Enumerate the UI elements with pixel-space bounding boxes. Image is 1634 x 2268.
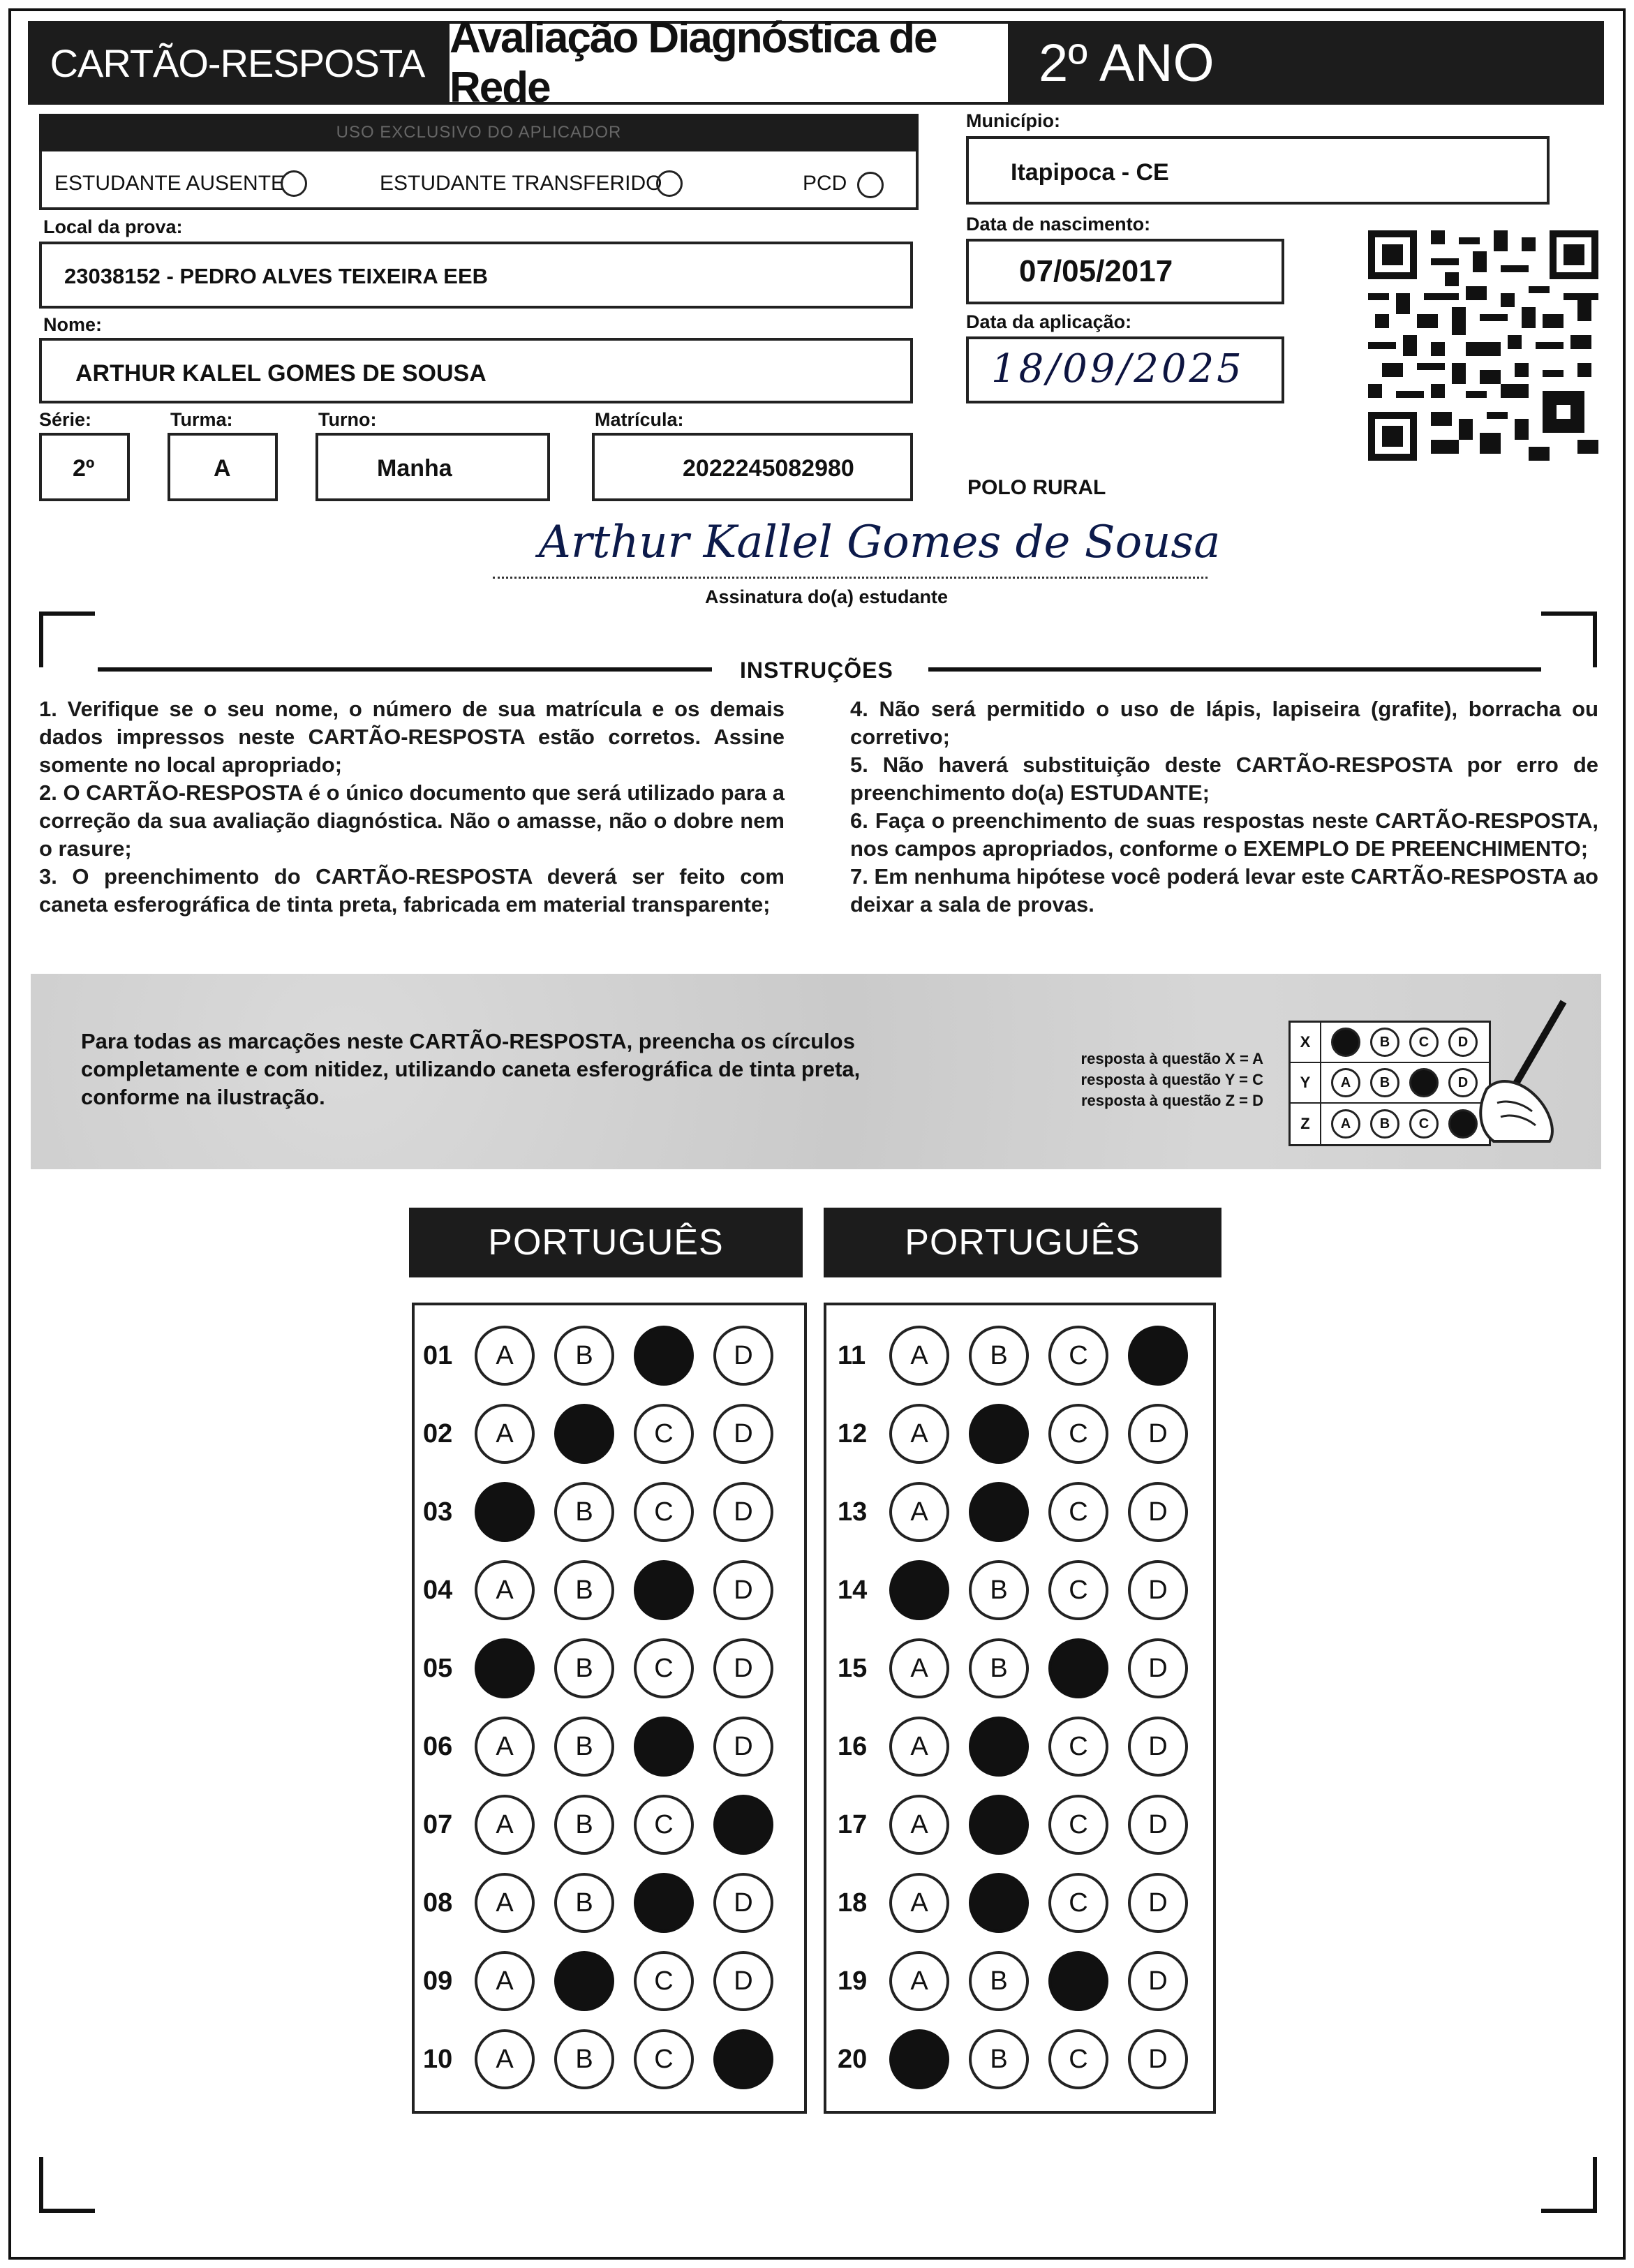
example-bubble-d: D	[1448, 1068, 1478, 1097]
instructions-col-right	[850, 695, 1598, 919]
answer-bubble-c[interactable]: C	[1048, 1326, 1108, 1386]
answer-bubble-b[interactable]: B	[554, 1873, 614, 1933]
answer-bubble-a[interactable]: A	[889, 1795, 949, 1855]
turma-label: Turma:	[170, 409, 233, 430]
answer-bubble-d[interactable]: D	[713, 1482, 773, 1542]
answer-bubble-c[interactable]: C	[1048, 2029, 1108, 2089]
answer-bubble-a[interactable]: A	[889, 1326, 949, 1386]
question-row	[838, 1402, 1188, 1466]
answer-bubble-c[interactable]: C	[1048, 1873, 1108, 1933]
example-text: Para todas as marcações neste CARTÃO-RESPOSTA, preencha os círculos completamente e com nitidez, utilizando caneta esferográfica de tinta preta, conforme na ilustração.	[81, 1029, 861, 1109]
example-bubble-c	[1409, 1068, 1439, 1097]
answer-bubble-d[interactable]: D	[713, 1404, 773, 1464]
grade-title: 2º ANO	[1011, 21, 1604, 105]
example-grid	[1288, 1021, 1491, 1146]
transferred-checkbox[interactable]	[656, 170, 683, 197]
question-row	[423, 1793, 773, 1857]
municipio-value: Itapipoca - CE	[1011, 159, 1169, 186]
answer-bubble-a[interactable]: A	[475, 1951, 535, 2011]
question-number: 12	[838, 1418, 868, 1448]
answer-bubble-a[interactable]: A	[475, 1873, 535, 1933]
answer-bubble-d[interactable]: D	[1128, 1638, 1188, 1698]
example-bubble-a: A	[1331, 1068, 1360, 1097]
question-row	[423, 1636, 773, 1700]
answer-bubble-b[interactable]	[969, 1795, 1029, 1855]
answer-bubble-c[interactable]: C	[634, 1482, 694, 1542]
answer-bubble-b[interactable]: B	[554, 1638, 614, 1698]
answer-bubble-d[interactable]: D	[1128, 1560, 1188, 1620]
qr-code-icon	[1368, 230, 1598, 461]
pcd-checkbox[interactable]	[857, 172, 884, 198]
question-number: 18	[838, 1888, 868, 1918]
answer-bubble-b[interactable]	[969, 1717, 1029, 1777]
answer-bubble-a[interactable]: A	[889, 1717, 949, 1777]
example-row	[1291, 1023, 1489, 1063]
question-number: 01	[423, 1340, 453, 1370]
answer-bubble-b[interactable]	[969, 1404, 1029, 1464]
question-row	[838, 1636, 1188, 1700]
answer-bubble-c[interactable]	[634, 1560, 694, 1620]
answer-bubble-c[interactable]: C	[1048, 1560, 1108, 1620]
answer-bubble-b[interactable]: B	[969, 1951, 1029, 2011]
municipio-label: Município:	[966, 110, 1060, 131]
transferred-label: ESTUDANTE TRANSFERIDO	[380, 172, 662, 195]
example-bubble-d: D	[1448, 1028, 1478, 1057]
example-bubble-b: B	[1370, 1109, 1399, 1139]
instruction-3: 3. O preenchimento do CARTÃO-RESPOSTA deverá ser feito com caneta esferográfica de tinta preta, fabricada em material transparente;	[39, 864, 785, 917]
aplicacao-value: 18/09/2025	[991, 346, 1245, 392]
answer-bubble-d[interactable]: D	[1128, 1404, 1188, 1464]
question-row	[423, 1871, 773, 1935]
answer-bubble-c[interactable]: C	[1048, 1795, 1108, 1855]
instruction-7: 7. Em nenhuma hipótese você poderá levar este CARTÃO-RESPOSTA ao deixar a sala de provas.	[850, 864, 1598, 917]
instruction-5: 5. Não haverá substituição deste CARTÃO-RESPOSTA por erro de preenchimento do(a) ESTUDANTE;	[850, 753, 1598, 805]
answer-bubble-a[interactable]: A	[475, 2029, 535, 2089]
example-row-label: X	[1291, 1023, 1321, 1062]
instruction-2: 2. O CARTÃO-RESPOSTA é o único documento que será utilizado para a correção da sua avaliação diagnóstica. Não o amasse, não o dobre nem o rasure;	[39, 780, 785, 861]
example-row	[1291, 1063, 1489, 1104]
answer-bubble-d[interactable]	[713, 1795, 773, 1855]
question-number: 13	[838, 1497, 868, 1527]
example-bubble-c: C	[1409, 1109, 1439, 1139]
answer-bubble-d[interactable]: D	[1128, 1482, 1188, 1542]
question-number: 07	[423, 1809, 453, 1839]
question-number: 08	[423, 1888, 453, 1918]
example-row-label: Y	[1291, 1063, 1321, 1102]
question-number: 19	[838, 1966, 868, 1996]
answer-bubble-c[interactable]	[634, 1717, 694, 1777]
answer-bubble-b[interactable]	[969, 1482, 1029, 1542]
answer-bubble-a[interactable]: A	[889, 1404, 949, 1464]
answer-bubble-c[interactable]: C	[1048, 1404, 1108, 1464]
answer-bubble-b[interactable]: B	[969, 2029, 1029, 2089]
question-number: 06	[423, 1731, 453, 1761]
answer-bubble-d[interactable]: D	[713, 1638, 773, 1698]
turno-label: Turno:	[318, 409, 377, 430]
answer-bubble-d[interactable]: D	[1128, 2029, 1188, 2089]
answer-bubble-c[interactable]: C	[634, 1404, 694, 1464]
local-label: Local da prova:	[43, 216, 183, 237]
corner-bottom-left	[39, 2157, 95, 2213]
example-bubble-a	[1331, 1028, 1360, 1057]
instructions-col-left	[39, 695, 785, 919]
answer-bubble-c[interactable]	[634, 1326, 694, 1386]
answer-bubble-c[interactable]	[1048, 1951, 1108, 2011]
answer-bubble-a[interactable]: A	[475, 1560, 535, 1620]
question-row	[838, 2027, 1188, 2091]
question-number: 09	[423, 1966, 453, 1996]
pcd-label: PCD	[803, 172, 847, 195]
turno-value: Manha	[377, 455, 452, 482]
signature-line	[493, 577, 1208, 579]
question-number: 17	[838, 1809, 868, 1839]
question-row	[838, 1949, 1188, 2013]
example-legend-z: resposta à questão Z = D	[1080, 1092, 1263, 1109]
aplicador-heading: USO EXCLUSIVO DO APLICADOR	[39, 114, 919, 151]
answer-bubble-a[interactable]: A	[889, 1951, 949, 2011]
instr-rule-right	[928, 667, 1541, 672]
answer-bubble-d[interactable]: D	[713, 1717, 773, 1777]
question-row	[423, 1949, 773, 2013]
question-number: 04	[423, 1575, 453, 1605]
matricula-label: Matrícula:	[595, 409, 684, 430]
example-bubble-a: A	[1331, 1109, 1360, 1139]
instruction-6: 6. Faça o preenchimento de suas respostas neste CARTÃO-RESPOSTA, nos campos apropriados, conforme o EXEMPLO DE PREENCHIMENTO;	[850, 808, 1598, 861]
corner-top-right	[1541, 612, 1597, 667]
answer-bubble-a[interactable]: A	[475, 1717, 535, 1777]
answer-bubble-a[interactable]: A	[475, 1404, 535, 1464]
evaluation-title: Avaliação Diagnóstica de Rede	[447, 21, 1011, 105]
answer-bubble-a[interactable]	[889, 2029, 949, 2089]
answer-bubble-c[interactable]: C	[634, 1951, 694, 2011]
instructions-title: INSTRUÇÕES	[740, 658, 893, 683]
answer-bubble-d[interactable]	[713, 2029, 773, 2089]
question-row	[423, 1558, 773, 1622]
answer-bubble-c[interactable]: C	[1048, 1482, 1108, 1542]
answer-bubble-c[interactable]: C	[634, 1638, 694, 1698]
question-number: 14	[838, 1575, 868, 1605]
question-row	[838, 1324, 1188, 1388]
instruction-4: 4. Não será permitido o uso de lápis, lapiseira (grafite), borracha ou corretivo;	[850, 697, 1598, 749]
answer-bubble-d[interactable]: D	[1128, 1951, 1188, 2011]
section-1-title: PORTUGUÊS	[409, 1208, 803, 1277]
question-row	[838, 1871, 1188, 1935]
question-row	[423, 1480, 773, 1544]
answer-bubble-c[interactable]: C	[634, 2029, 694, 2089]
student-signature: Arthur Kallel Gomes de Sousa	[538, 517, 1221, 568]
answer-bubble-d[interactable]: D	[713, 1560, 773, 1620]
question-row	[838, 1558, 1188, 1622]
answer-bubble-d[interactable]	[1128, 1326, 1188, 1386]
example-bubble-b: B	[1370, 1028, 1399, 1057]
example-legend-y: resposta à questão Y = C	[1080, 1071, 1263, 1088]
example-row-label: Z	[1291, 1104, 1321, 1144]
answer-bubble-a[interactable]: A	[475, 1795, 535, 1855]
answer-bubble-a[interactable]: A	[475, 1326, 535, 1386]
answer-bubble-a[interactable]	[475, 1638, 535, 1698]
question-number: 10	[423, 2044, 453, 2074]
serie-value: 2º	[73, 455, 95, 482]
corner-top-left	[39, 612, 95, 667]
question-row	[838, 1714, 1188, 1779]
section-2-title: PORTUGUÊS	[824, 1208, 1221, 1277]
question-number: 05	[423, 1653, 453, 1683]
nascimento-label: Data de nascimento:	[966, 214, 1151, 235]
answer-bubble-a[interactable]: A	[889, 1482, 949, 1542]
nome-label: Nome:	[43, 314, 103, 335]
question-row	[838, 1480, 1188, 1544]
absent-label: ESTUDANTE AUSENTE	[54, 172, 285, 195]
question-number: 03	[423, 1497, 453, 1527]
nascimento-value: 07/05/2017	[1019, 254, 1173, 288]
local-value: 23038152 - PEDRO ALVES TEIXEIRA EEB	[64, 264, 489, 288]
answer-bubble-b[interactable]: B	[554, 1717, 614, 1777]
answer-bubble-b[interactable]: B	[969, 1326, 1029, 1386]
answer-bubble-a[interactable]: A	[889, 1638, 949, 1698]
serie-label: Série:	[39, 409, 92, 430]
answer-bubble-b[interactable]	[554, 1404, 614, 1464]
example-row	[1291, 1104, 1489, 1144]
answer-bubble-d[interactable]: D	[713, 1326, 773, 1386]
answer-bubble-d[interactable]: D	[713, 1951, 773, 2011]
example-legend-x: resposta à questão X = A	[1080, 1050, 1263, 1067]
matricula-value: 2022245082980	[683, 455, 854, 482]
question-row	[423, 1402, 773, 1466]
question-number: 15	[838, 1653, 868, 1683]
signature-caption: Assinatura do(a) estudante	[705, 586, 949, 607]
example-bubble-b: B	[1370, 1068, 1399, 1097]
instr-rule-left	[98, 667, 712, 672]
question-number: 11	[838, 1340, 866, 1370]
question-row	[423, 1714, 773, 1779]
question-number: 02	[423, 1418, 453, 1448]
question-number: 20	[838, 2044, 868, 2074]
example-bubble-c: C	[1409, 1028, 1439, 1057]
answer-bubble-d[interactable]: D	[1128, 1717, 1188, 1777]
instruction-1: 1. Verifique se o seu nome, o número de sua matrícula e os demais dados impressos neste CARTÃO-RESPOSTA estão corretos. Assine somente no local apropriado;	[39, 697, 785, 777]
answer-bubble-b[interactable]: B	[554, 1560, 614, 1620]
answer-bubble-c[interactable]: C	[634, 1795, 694, 1855]
answer-bubble-b[interactable]: B	[969, 1638, 1029, 1698]
question-row	[423, 2027, 773, 2091]
question-row	[423, 1324, 773, 1388]
answer-bubble-a[interactable]	[889, 1560, 949, 1620]
answer-bubble-b[interactable]: B	[554, 2029, 614, 2089]
card-title: CARTÃO-RESPOSTA	[28, 21, 447, 105]
hand-pen-icon	[1466, 998, 1570, 1145]
polo-label: POLO RURAL	[967, 476, 1106, 499]
turma-value: A	[214, 455, 231, 482]
question-row	[838, 1793, 1188, 1857]
answer-bubble-b[interactable]	[554, 1951, 614, 2011]
nome-value: ARTHUR KALEL GOMES DE SOUSA	[75, 360, 487, 387]
answer-bubble-b[interactable]: B	[969, 1560, 1029, 1620]
corner-bottom-right	[1541, 2157, 1597, 2213]
answer-bubble-b[interactable]: B	[554, 1482, 614, 1542]
answer-bubble-d[interactable]: D	[1128, 1873, 1188, 1933]
answer-bubble-b[interactable]: B	[554, 1326, 614, 1386]
answer-bubble-c[interactable]	[1048, 1638, 1108, 1698]
answer-bubble-c[interactable]: C	[1048, 1717, 1108, 1777]
aplicacao-label: Data da aplicação:	[966, 311, 1132, 332]
example-legend	[977, 1048, 1263, 1111]
answer-bubble-d[interactable]: D	[1128, 1795, 1188, 1855]
answer-bubble-a[interactable]: A	[889, 1873, 949, 1933]
answer-bubble-b[interactable]: B	[554, 1795, 614, 1855]
answer-bubble-c[interactable]	[634, 1873, 694, 1933]
answer-bubble-d[interactable]: D	[713, 1873, 773, 1933]
answer-bubble-b[interactable]	[969, 1873, 1029, 1933]
answer-bubble-a[interactable]	[475, 1482, 535, 1542]
absent-checkbox[interactable]	[281, 170, 307, 197]
question-number: 16	[838, 1731, 868, 1761]
